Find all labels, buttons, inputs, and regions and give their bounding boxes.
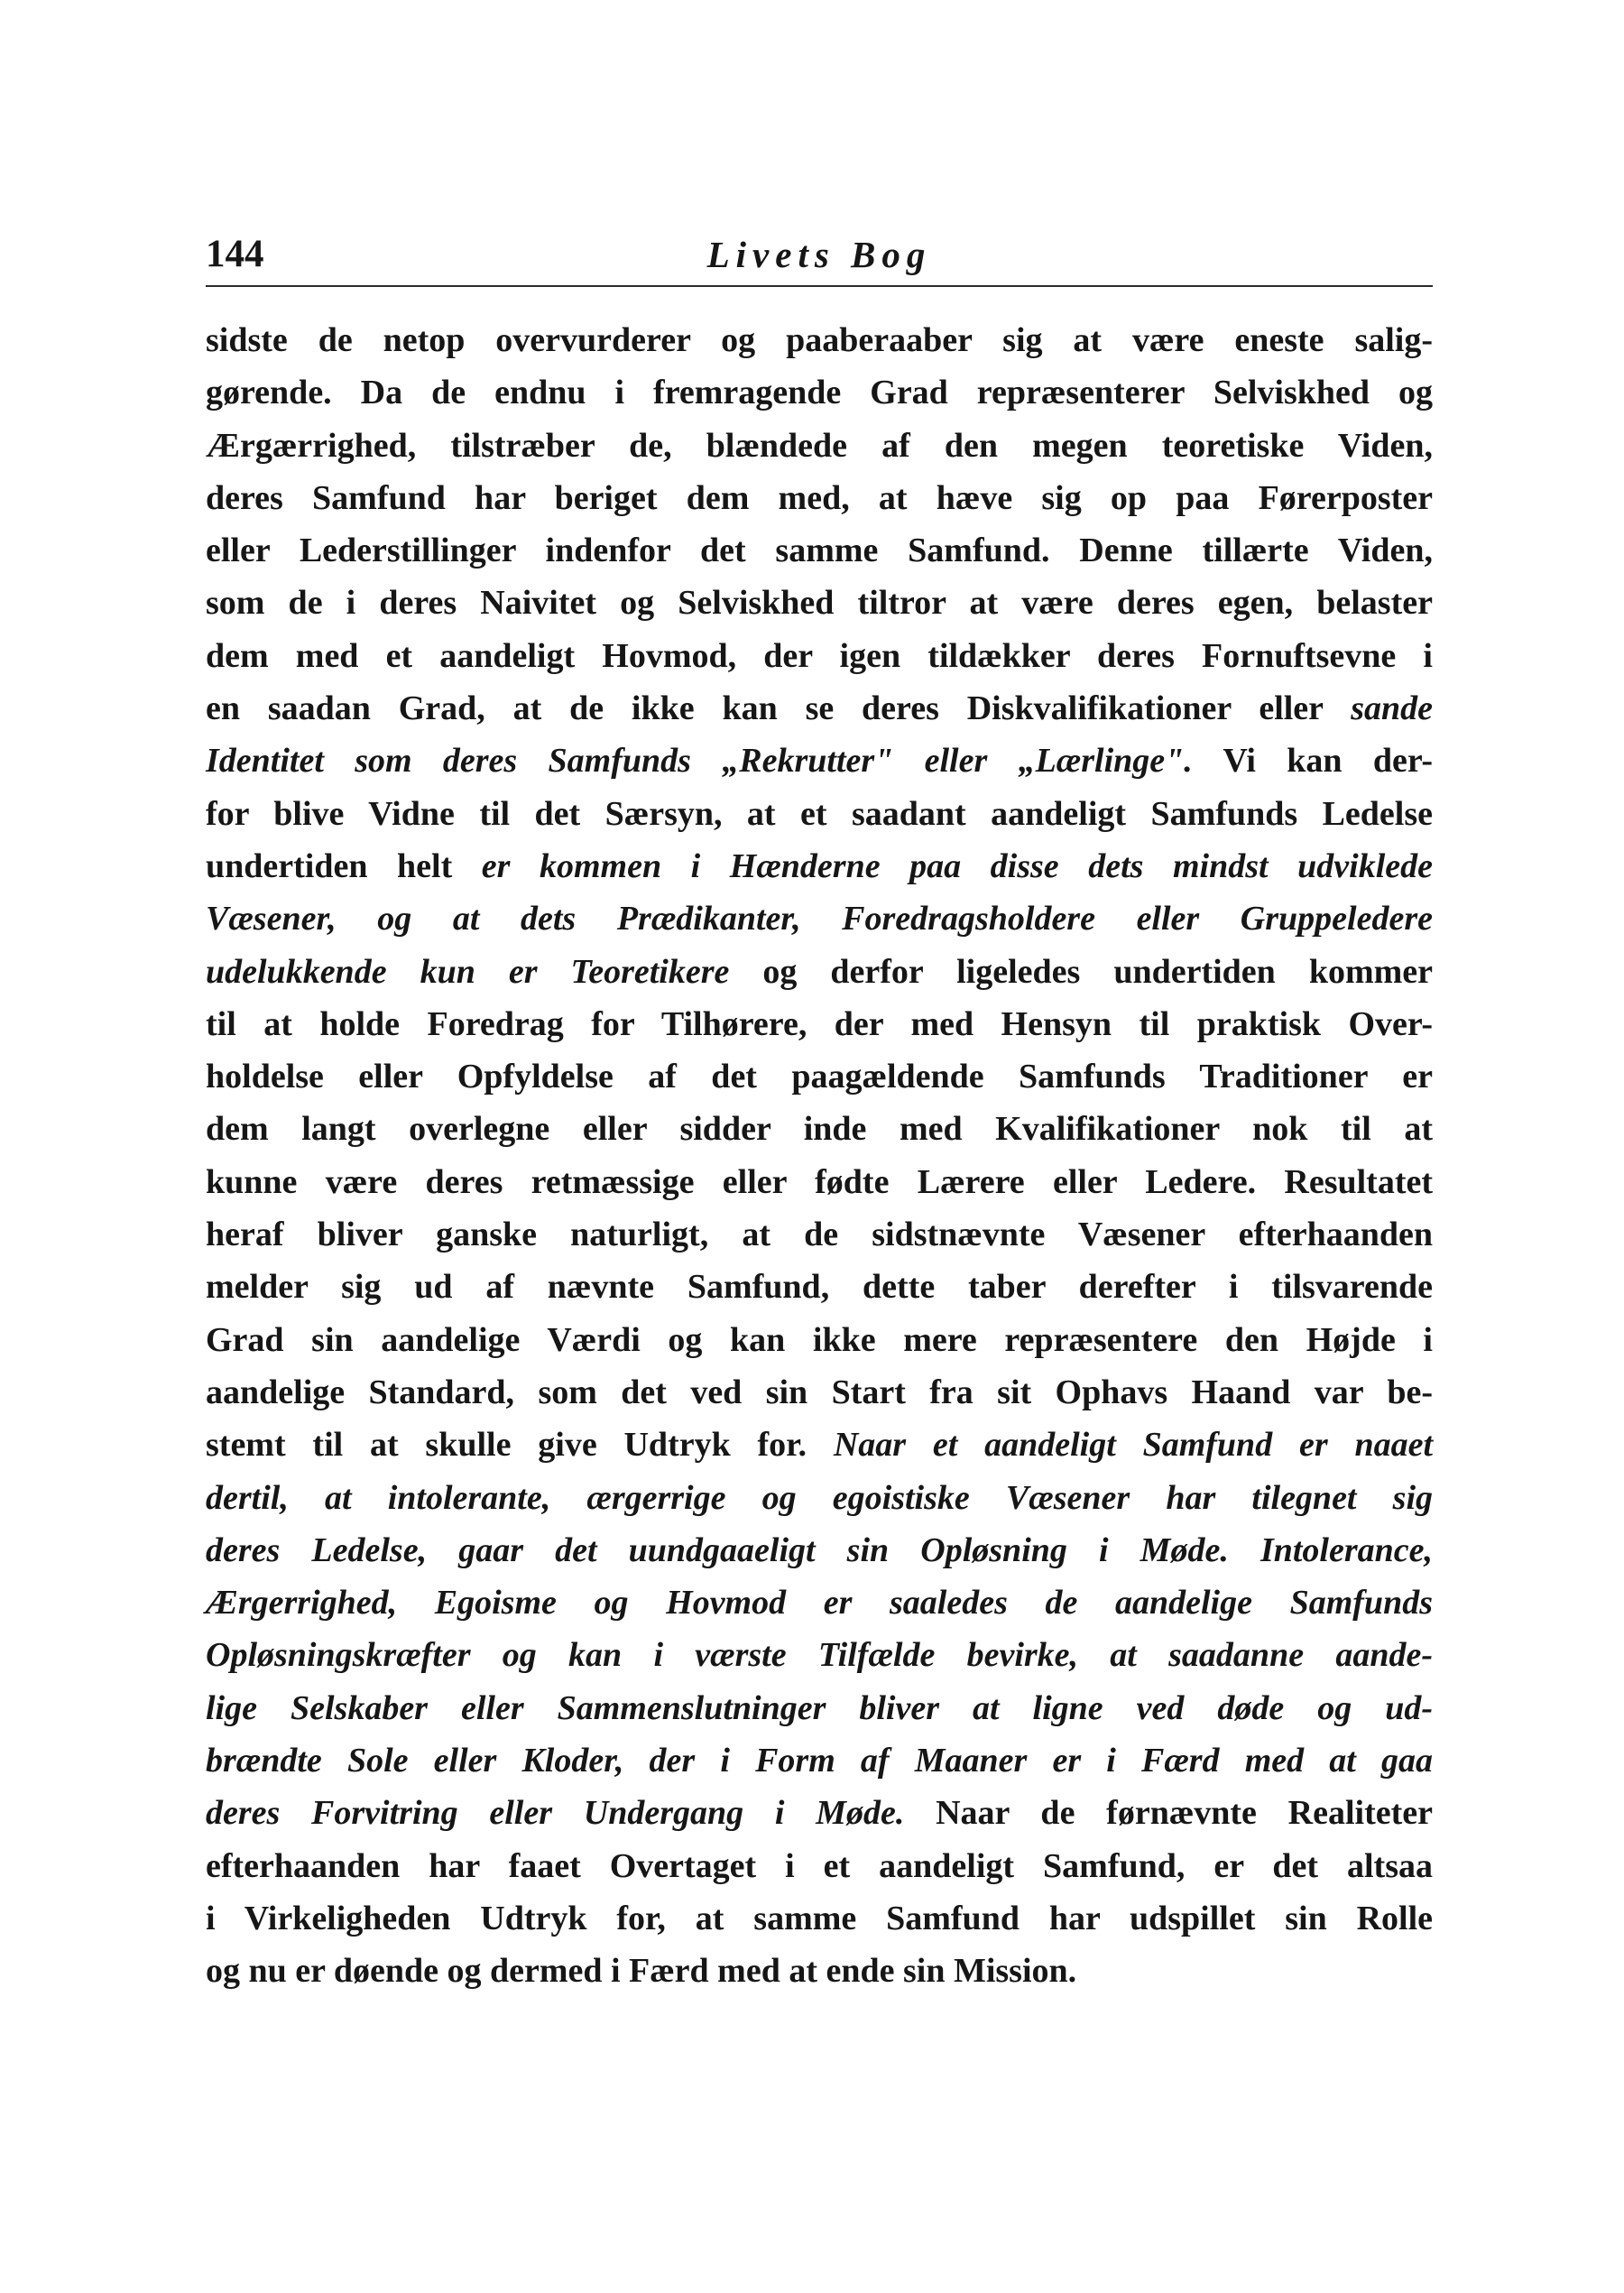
text-line (206, 788, 1433, 840)
text-segment: og nu er døende og dermed i Færd med at ende sin Mission. (206, 1952, 1077, 1991)
text-segment: stemt til at skulle give Udtryk for. (206, 1426, 834, 1465)
text-segment: undertiden helt (206, 846, 482, 885)
text-segment: aandelige Standard, som det ved sin Start fra sit Ophavs Haand var be- (206, 1373, 1433, 1411)
italic-text-segment: Væsener, og at dets Prædikanter, Foredragsholdere eller Gruppeledere (206, 900, 1433, 938)
text-line (206, 1892, 1433, 1945)
italic-text-segment: udelukkende kun er Teoretikere (206, 952, 730, 991)
text-line (206, 1156, 1433, 1208)
italic-text-segment: sande (1351, 689, 1433, 728)
text-line (206, 1787, 1433, 1839)
italic-text-segment: deres Ledelse, gaar det uundgaaeligt sin Opløsning i Møde. Intolerance, (206, 1530, 1433, 1569)
text-segment: sidste de netop overvurderer og paaberaaber sig at være eneste salig- (206, 321, 1433, 359)
text-line (206, 1208, 1433, 1261)
text-line (206, 1103, 1433, 1155)
text-line (206, 1576, 1433, 1629)
text-line (206, 1366, 1433, 1419)
text-segment: Vi kan der- (1192, 742, 1434, 781)
text-line (206, 1314, 1433, 1366)
text-line (206, 1682, 1433, 1734)
body-text (206, 314, 1433, 1998)
text-segment: Ærgærrighed, tilstræber de, blændede af den megen teoretiske Viden, (206, 426, 1433, 465)
italic-text-segment: deres Forvitring eller Undergang i Møde. (206, 1794, 905, 1833)
text-segment: Grad sin aandelige Værdi og kan ikke mere repræsentere den Højde i (206, 1320, 1433, 1359)
italic-text-segment: dertil, at intolerante, ærgerrige og egoistiske Væsener har tilegnet sig (206, 1478, 1433, 1517)
text-line (206, 735, 1433, 787)
text-line (206, 1629, 1433, 1681)
text-line (206, 892, 1433, 945)
header-rule (206, 285, 1433, 287)
italic-text-segment: brændte Sole eller Kloder, der i Form af Maaner er i Færd med at gaa (206, 1742, 1433, 1780)
text-segment: kunne være deres retmæssige eller fødte Lærere eller Ledere. Resultatet (206, 1162, 1433, 1201)
running-header (206, 226, 1433, 283)
text-line (206, 420, 1433, 472)
text-segment: Naar de førnævnte Realiteter (904, 1794, 1433, 1833)
text-line (206, 998, 1433, 1050)
italic-text-segment: Naar et aandeligt Samfund er naaet (833, 1426, 1434, 1465)
text-segment: melder sig ud af nævnte Samfund, dette taber derefter i tilsvarende (206, 1268, 1433, 1307)
text-segment: eller Lederstillinger indenfor det samme Samfund. Denne tillærte Viden, (206, 532, 1433, 570)
text-line (206, 314, 1433, 366)
text-line (206, 524, 1433, 577)
text-line (206, 682, 1433, 735)
text-segment: dem med et aandeligt Hovmod, der igen tildækker deres Fornuftsevne i (206, 636, 1433, 675)
italic-text-segment: lige Selskaber eller Sammenslutninger bliver at ligne ved døde og ud- (206, 1688, 1433, 1727)
text-line (206, 630, 1433, 682)
text-line (206, 1261, 1433, 1313)
italic-text-segment: Opløsningskræfter og kan i værste Tilfælde bevirke, at saadanne aande- (206, 1636, 1433, 1675)
text-segment: holdelse eller Opfyldelse af det paagældende Samfunds Traditioner er (206, 1058, 1433, 1096)
text-line (206, 577, 1433, 629)
italic-text-segment: Ærgerrighed, Egoisme og Hovmod er saaledes de aandelige Samfunds (206, 1584, 1433, 1623)
text-line (206, 1472, 1433, 1524)
text-segment: og derfor ligeledes undertiden kommer (729, 952, 1433, 991)
text-segment: deres Samfund har beriget dem med, at hæve sig op paa Førerposter (206, 478, 1433, 517)
running-title: Livets Bog (706, 234, 932, 275)
text-segment: heraf bliver ganske naturligt, at de sidstnævnte Væsener efterhaanden (206, 1216, 1433, 1254)
text-segment: for blive Vidne til det Særsyn, at et saadant aandeligt Samfunds Ledelse (206, 794, 1433, 833)
text-segment: dem langt overlegne eller sidder inde med Kvalifikationer nok til at (206, 1110, 1433, 1149)
text-line (206, 1734, 1433, 1787)
page-number: 144 (206, 233, 264, 275)
text-segment: efterhaanden har faaet Overtaget i et aandeligt Samfund, er det altsaa (206, 1846, 1433, 1885)
text-segment: gørende. Da de endnu i fremragende Grad repræsenterer Selviskhed og (206, 374, 1433, 412)
italic-text-segment: Identitet som deres Samfunds „Rekrutter" eller „Lærlinge". (206, 742, 1193, 781)
text-segment: en saadan Grad, at de ikke kan se deres Diskvalifikationer eller (206, 689, 1352, 728)
text-line (206, 1050, 1433, 1103)
text-line (206, 1840, 1433, 1892)
text-segment: til at holde Foredrag for Tilhørere, der med Hensyn til praktisk Over- (206, 1004, 1433, 1043)
text-line (206, 472, 1433, 524)
text-line (206, 1945, 1433, 1997)
text-line (206, 1419, 1433, 1471)
italic-text-segment: er kommen i Hænderne paa disse dets mindst udviklede (481, 846, 1433, 885)
text-line (206, 1524, 1433, 1576)
text-line (206, 946, 1433, 998)
text-line (206, 366, 1433, 419)
text-segment: som de i deres Naivitet og Selviskhed tiltror at være deres egen, belaster (206, 584, 1433, 623)
text-segment: i Virkeligheden Udtryk for, at samme Samfund har udspillet sin Rolle (206, 1899, 1433, 1937)
text-line (206, 840, 1433, 892)
